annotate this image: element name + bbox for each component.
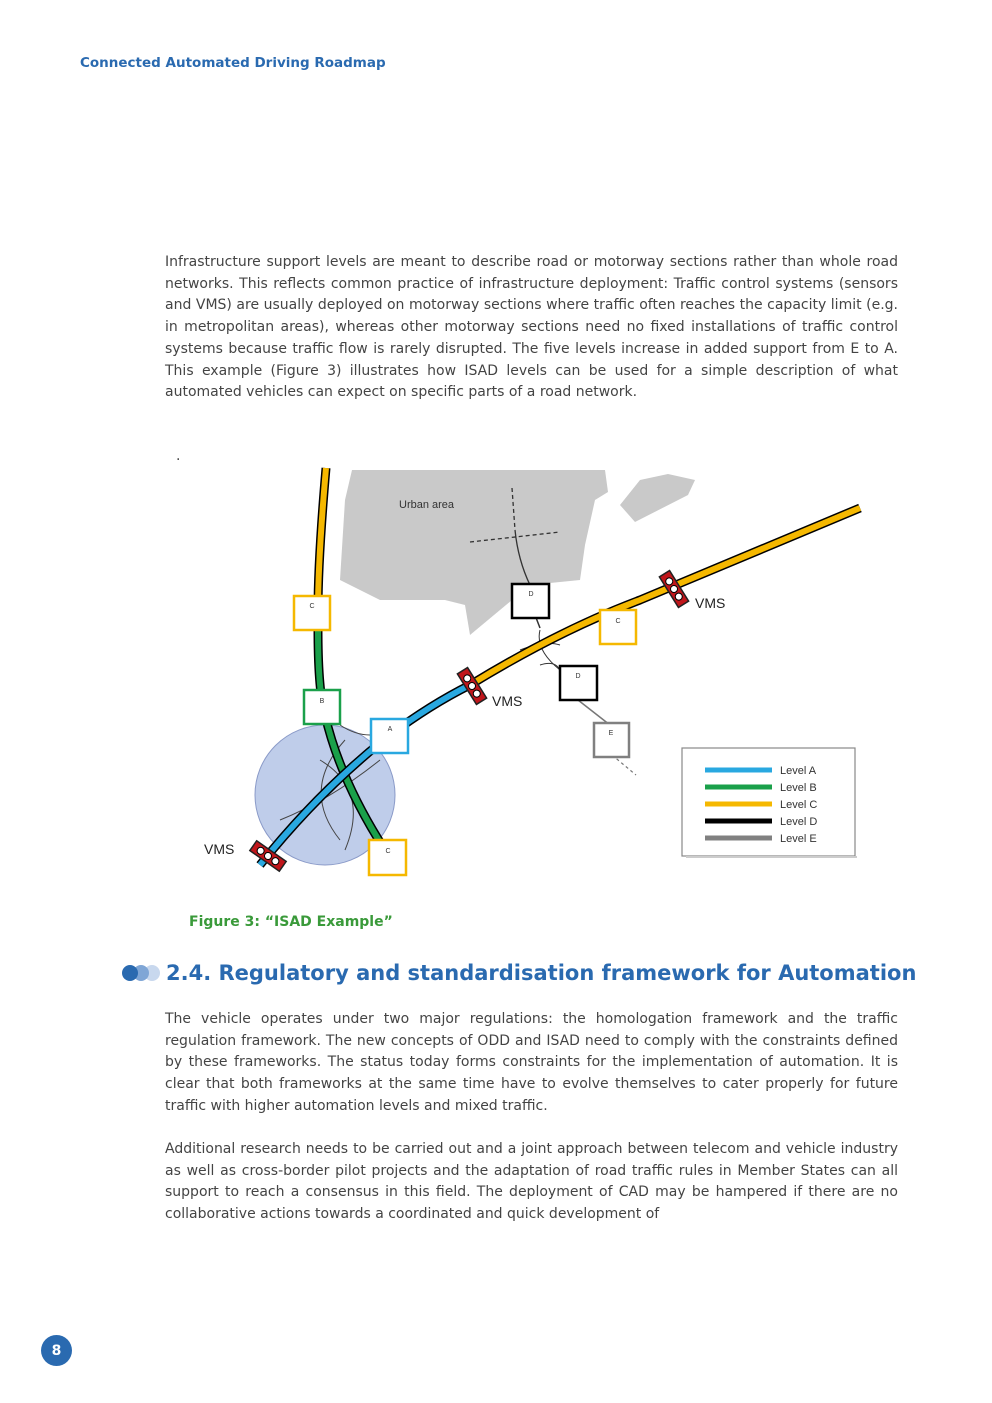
- section-bullet-icon: [122, 963, 160, 983]
- svg-text:Level E: Level E: [780, 833, 817, 845]
- paragraph-additional-research: Additional research needs to be carried out and a joint approach between telecom and vehicle industry as well as cross-border pilot projects and the adaptation of road traffic rules in Member States can all support to reach a consensus in this field. The deployment of CAD may be hampered if there are no collaborative actions towards a coordinated and quick development of: [165, 1141, 898, 1223]
- legend-box: [682, 748, 857, 857]
- vms-label-middle: VMS: [492, 693, 523, 709]
- svg-text:D: D: [528, 591, 534, 598]
- level-box-c-bottom: [369, 840, 406, 875]
- svg-text:A: A: [387, 726, 393, 733]
- level-box-b: [304, 690, 340, 724]
- urban-area-shape: [340, 470, 608, 635]
- section-heading: [122, 961, 916, 985]
- svg-text:E: E: [608, 730, 614, 737]
- vms-label-left: VMS: [204, 841, 235, 857]
- page-number-badge: 8: [41, 1335, 72, 1366]
- svg-text:C: C: [309, 603, 315, 610]
- paragraph-regulations: The vehicle operates under two major regulations: the homologation framework and the traffic regulation framework. The new concepts of ODD and ISAD need to comply with the constraints defined by these frameworks. The status today forms constraints for the implementation of automation. It is clear that both frameworks at the same time have to evolve themselves to cater properly for future traffic with higher automation levels and mixed traffic.: [165, 1011, 898, 1114]
- svg-text:Level B: Level B: [780, 782, 817, 794]
- urban-area-label: Urban area: [399, 499, 455, 511]
- svg-text:D: D: [575, 673, 581, 680]
- level-box-d-bottom: [560, 666, 597, 700]
- svg-text:Level D: Level D: [780, 816, 818, 828]
- figure-caption: Figure 3: “ISAD Example”: [189, 914, 393, 930]
- level-box-a: [371, 719, 408, 753]
- urban-area-small-shape: [620, 474, 695, 522]
- svg-text:C: C: [615, 618, 621, 625]
- svg-text:Level C: Level C: [780, 799, 818, 811]
- svg-text:C: C: [385, 848, 391, 855]
- svg-text:Level A: Level A: [780, 765, 817, 777]
- level-box-c-right: [600, 610, 636, 644]
- vms-label-right: VMS: [695, 595, 726, 611]
- stray-mark: .: [176, 448, 181, 464]
- paragraph-infrastructure-support: Infrastructure support levels are meant to describe road or motorway sections rather than whole road networks. This reflects common practice of infrastructure deployment: Traffic control systems (sensors and VMS) are usually deployed on motorway sections where traffic often reaches the capacity limit (e.g. in metropolitan areas), whereas other motorway sections need no fixed installations of traffic control systems because traffic flow is rarely disrupted. The five levels increase in added support from E to A. This example (Figure 3) illustrates how ISAD levels can be used for a simple description of what automated vehicles can expect on specific parts of a road network.: [165, 254, 898, 401]
- isad-example-figure: [190, 462, 870, 882]
- section-title: 2.4. Regulatory and standardisation framework for Automation: [166, 961, 917, 985]
- level-box-c-top-left: [294, 596, 330, 630]
- svg-text:B: B: [319, 698, 325, 705]
- running-header: Connected Automated Driving Roadmap: [80, 55, 386, 71]
- level-box-d-top: [512, 584, 549, 618]
- level-box-e: [594, 723, 629, 757]
